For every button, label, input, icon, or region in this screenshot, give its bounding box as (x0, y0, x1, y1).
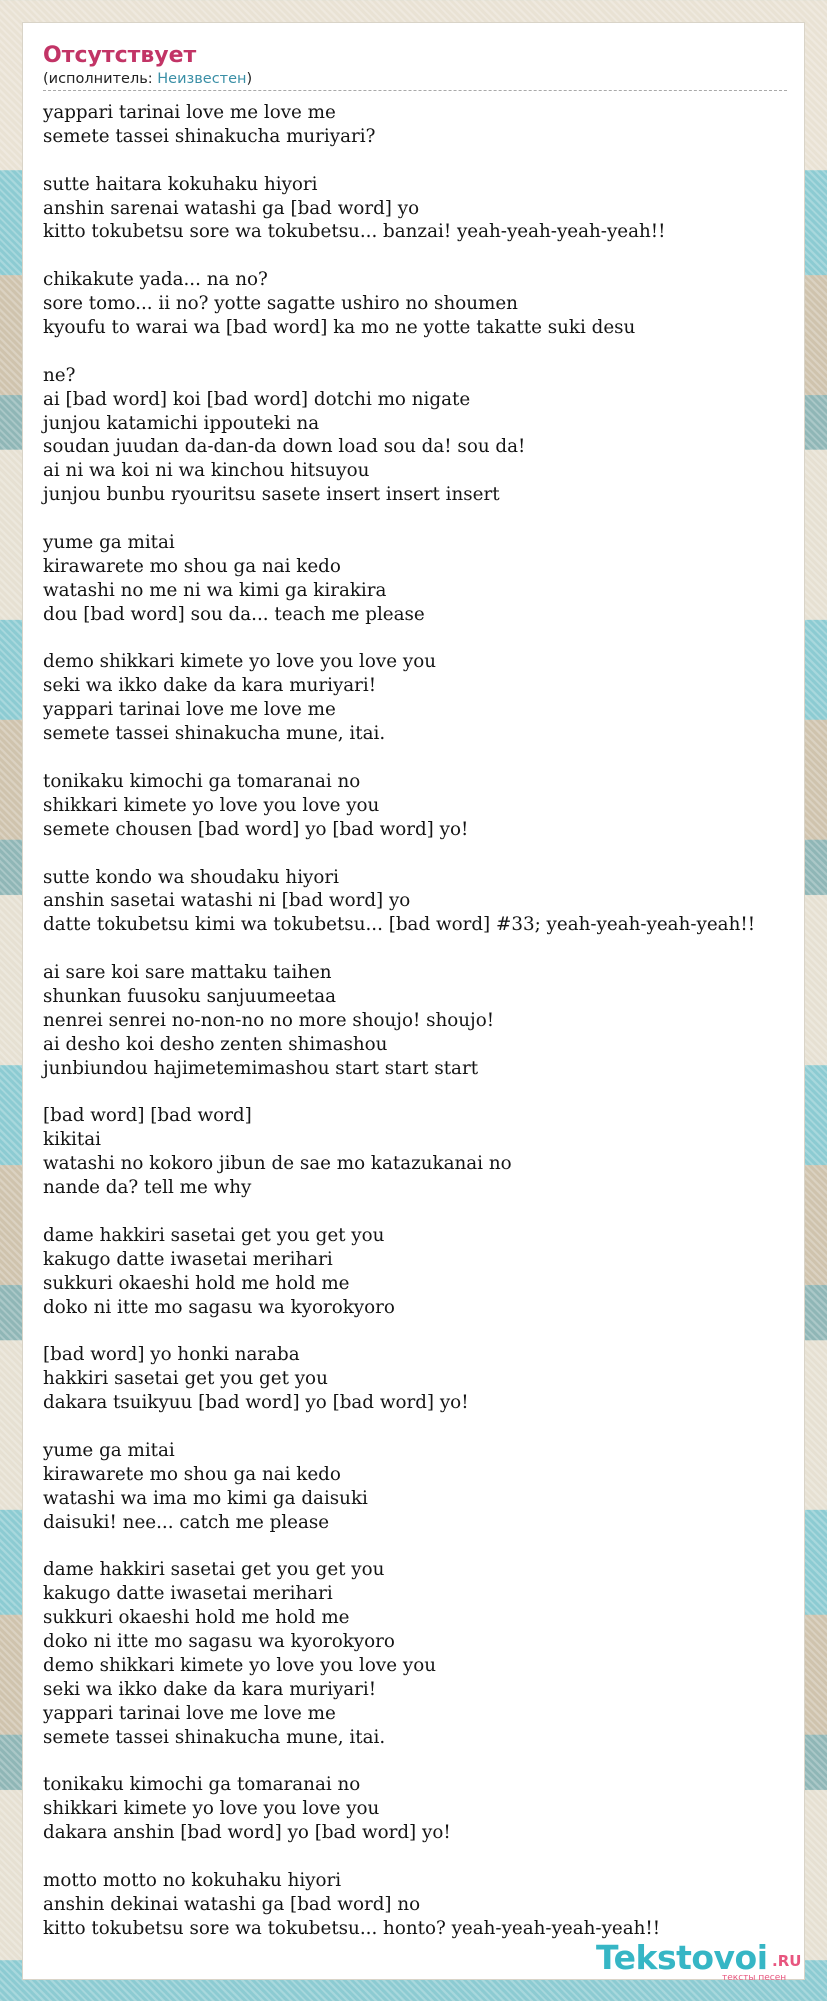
artist-prefix: (исполнитель: (43, 71, 158, 87)
lyric-line: seki wa ikko dake da kara muriyari! (43, 1678, 377, 1700)
lyric-line: kakugo datte iwasetai merihari (43, 1583, 333, 1605)
stanza-gap (43, 842, 827, 866)
lyric-line: datte tokubetsu kimi wa tokubetsu... [bad word] #33; yeah-yeah-yeah-yeah!! (43, 914, 756, 936)
lyric-line: junjou bunbu ryouritsu sasete insert insert insert (43, 484, 500, 506)
lyric-line: sukkuri okaeshi hold me hold me (43, 1607, 350, 1629)
lyric-line: dame hakkiri sasetai get you get you (43, 1559, 385, 1581)
stanza-gap (43, 149, 827, 173)
lyric-line: dakara anshin [bad word] yo [bad word] yo! (43, 1822, 451, 1844)
site-logo[interactable] (596, 1938, 806, 1982)
lyric-line: junbiundou hajimetemimashou start start start (43, 1057, 479, 1079)
lyric-line: shikkari kimete yo love you love you (43, 794, 380, 816)
logo-wordmark: Tekstovoi (596, 1938, 768, 1977)
lyric-line: kitto tokubetsu sore wa tokubetsu... banzai! yeah-yeah-yeah-yeah!! (43, 221, 666, 243)
lyric-line: daisuki! nee... catch me please (43, 1511, 330, 1533)
lyric-line: nenrei senrei no-non-no no more shoujo! shoujo! (43, 1009, 495, 1031)
lyric-line: demo shikkari kimete yo love you love you (43, 651, 436, 673)
lyric-line: [bad word] [bad word] (43, 1105, 252, 1127)
lyric-line: demo shikkari kimete yo love you love you (43, 1654, 436, 1676)
lyric-line: sutte haitara kokuhaku hiyori (43, 173, 318, 195)
lyric-line: doko ni itte mo sagasu wa kyorokyoro (43, 1296, 395, 1318)
stanza-gap (43, 627, 827, 651)
song-title: Отсутствует (43, 43, 197, 68)
logo-tagline: тексты песен (722, 1973, 787, 1983)
stanza-gap (43, 1200, 827, 1224)
lyric-line: watashi wa ima mo kimi ga daisuki (43, 1487, 368, 1509)
lyric-line: anshin sasetai watashi ni [bad word] yo (43, 890, 411, 912)
lyric-line: ai ni wa koi ni wa kinchou hitsuyou (43, 460, 370, 482)
lyric-line: ai desho koi desho zenten shimashou (43, 1033, 388, 1055)
stanza-gap (43, 1845, 827, 1869)
lyric-line: anshin dekinai watashi ga [bad word] no (43, 1893, 421, 1915)
lyric-line: sore tomo... ii no? yotte sagatte ushiro no shoumen (43, 293, 518, 315)
lyric-line: kirawarete mo shou ga nai kedo (43, 1463, 341, 1485)
lyric-line: dame hakkiri sasetai get you get you (43, 1224, 385, 1246)
lyric-line: hakkiri sasetai get you get you (43, 1368, 328, 1390)
lyric-line: tonikaku kimochi ga tomaranai no (43, 770, 361, 792)
lyric-line: semete tassei shinakucha mune, itai. (43, 723, 386, 745)
lyric-line: ai sare koi sare mattaku taihen (43, 962, 332, 984)
lyric-line: doko ni itte mo sagasu wa kyorokyoro (43, 1631, 395, 1652)
stanza-gap (43, 1081, 827, 1105)
lyric-line: tonikaku kimochi ga tomaranai no (43, 1774, 361, 1796)
lyric-line: sukkuri okaeshi hold me hold me (43, 1272, 350, 1294)
stanza-gap (43, 937, 827, 961)
lyric-line: soudan juudan da-dan-da down load sou da! sou da! (43, 436, 526, 458)
lyric-line: shunkan fuusoku sanjuumeetaa (43, 985, 337, 1007)
lyrics-text (43, 101, 827, 1941)
lyric-line: semete tassei shinakucha muriyari? (43, 125, 376, 147)
lyric-line: shikkari kimete yo love you love you (43, 1798, 380, 1820)
stanza-gap (43, 1319, 827, 1343)
stanza-gap (43, 746, 827, 770)
lyric-line: yappari tarinai love me love me (43, 102, 336, 123)
lyric-line: watashi no kokoro jibun de sae mo katazukanai no (43, 1153, 512, 1175)
lyric-line: dou [bad word] sou da... teach me please (43, 603, 425, 625)
lyric-line: yappari tarinai love me love me (43, 699, 336, 721)
lyric-line: yappari tarinai love me love me (43, 1702, 336, 1724)
lyric-line: sutte kondo wa shoudaku hiyori (43, 866, 339, 888)
lyric-line: seki wa ikko dake da kara muriyari! (43, 675, 377, 697)
stanza-gap (43, 1534, 827, 1558)
lyric-line: ai [bad word] koi [bad word] dotchi mo nigate (43, 388, 471, 410)
lyric-line: junjou katamichi ippouteki na (43, 412, 320, 434)
lyric-line: nande da? tell me why (43, 1177, 252, 1199)
lyric-line: kakugo datte iwasetai merihari (43, 1248, 333, 1270)
artist-suffix: ) (246, 71, 253, 87)
lyric-line: chikakute yada... na no? (43, 269, 268, 291)
lyric-line: kirawarete mo shou ga nai kedo (43, 555, 341, 577)
lyric-line: kikitai (43, 1129, 101, 1151)
stanza-gap (43, 340, 827, 364)
stanza-gap (43, 244, 827, 268)
lyric-line: semete chousen [bad word] yo [bad word] yo! (43, 818, 469, 840)
lyric-line: [bad word] yo honki naraba (43, 1344, 300, 1366)
logo-domain: .RU (772, 1952, 802, 1970)
lyrics-card (22, 22, 805, 1980)
lyric-line: kitto tokubetsu sore wa tokubetsu... honto? yeah-yeah-yeah-yeah!! (43, 1917, 661, 1939)
stanza-gap (43, 1749, 827, 1773)
stanza-gap (43, 507, 827, 531)
lyric-line: yume ga mitai (43, 532, 175, 554)
lyric-line: ne? (43, 364, 76, 386)
lyric-line: yume ga mitai (43, 1439, 175, 1461)
artist-link[interactable]: Неизвестен (157, 71, 247, 87)
lyric-line: dakara tsuikyuu [bad word] yo [bad word] yo! (43, 1392, 469, 1414)
lyric-line: watashi no me ni wa kimi ga kirakira (43, 579, 387, 601)
lyric-line: motto motto no kokuhaku hiyori (43, 1869, 342, 1891)
artist-line (43, 69, 787, 91)
song-header (43, 43, 787, 91)
lyric-line: anshin sarenai watashi ga [bad word] yo (43, 197, 420, 219)
lyric-line: kyoufu to warai wa [bad word] ka mo ne yotte takatte suki desu (43, 317, 636, 339)
stanza-gap (43, 1415, 827, 1439)
lyric-line: semete tassei shinakucha mune, itai. (43, 1726, 386, 1748)
